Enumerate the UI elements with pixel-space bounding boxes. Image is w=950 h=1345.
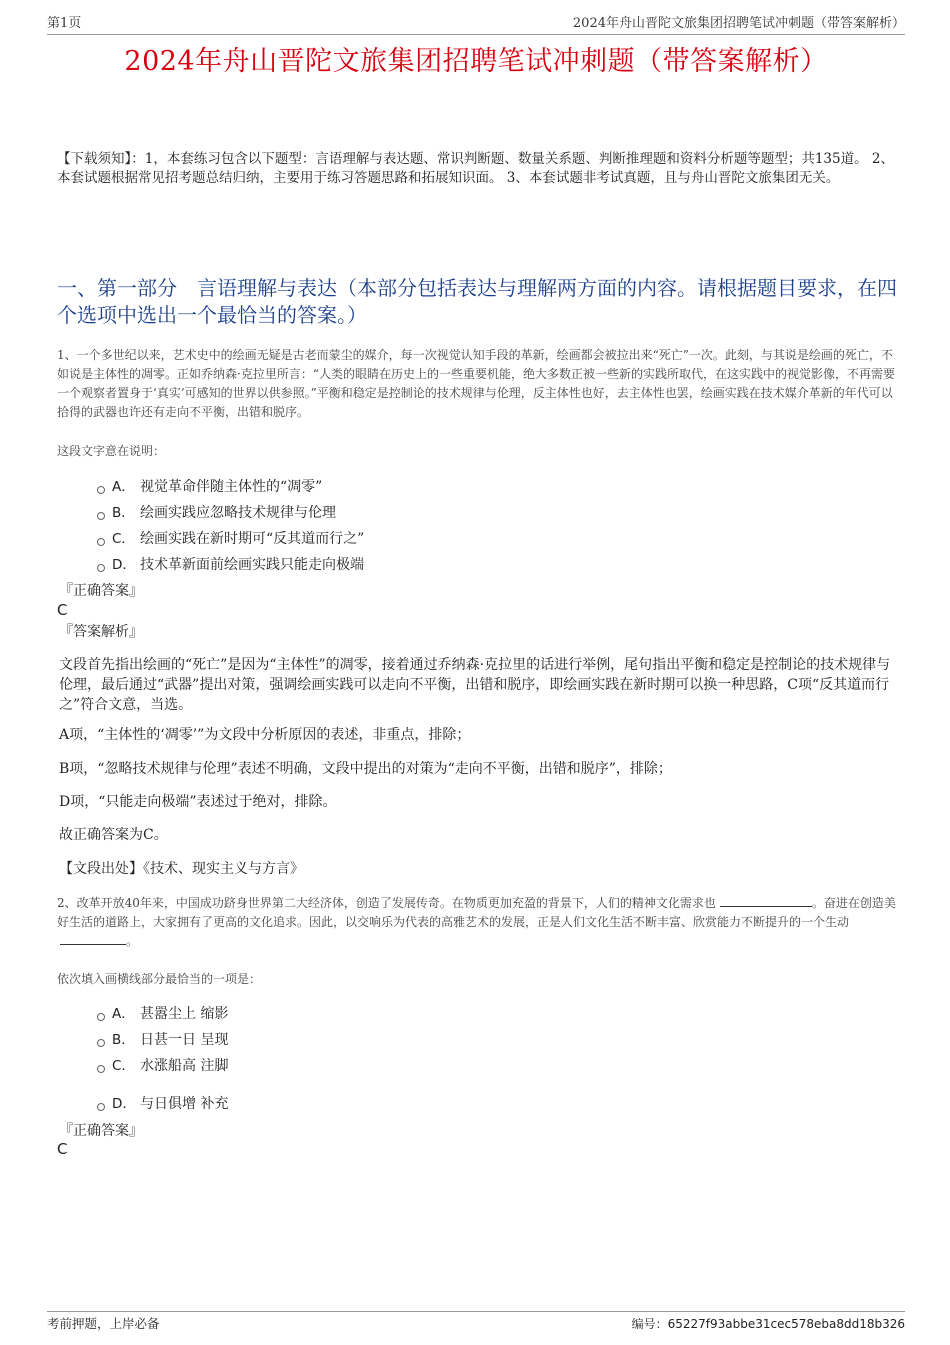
q1-analysis-d: D项，“只能走向极端”表述过于绝对，排除。 — [59, 794, 337, 810]
option-text: 技术革新面前绘画实践只能走向极端 — [140, 557, 364, 573]
q1-source: 【文段出处】《技术、现实主义与方言》 — [59, 861, 304, 877]
q2-text-part-2: 。奋进在创造美好生活的道路上，大家拥有了更高的文化追求。因此，以交响乐为代表的高雅艺术的发展，正是人们文化生活不断丰富、欣赏能力不断提升的一个生动 — [57, 896, 896, 929]
q2-text-part-3: 。 — [126, 934, 139, 948]
q2-option-b[interactable] — [97, 1030, 228, 1050]
page-footer — [47, 1311, 905, 1334]
radio-icon[interactable] — [97, 1039, 105, 1047]
option-text: 绘画实践在新时期可“反其道而行之” — [140, 531, 365, 547]
q2-option-d[interactable] — [97, 1094, 228, 1114]
page-header — [47, 14, 905, 35]
option-letter: B． — [112, 505, 135, 521]
q2-answer: C — [57, 1140, 68, 1158]
option-letter: C． — [112, 1058, 135, 1074]
footer-serial: 编号：65227f93abbe31cec578eba8dd18b326 — [631, 1317, 905, 1331]
q1-option-c[interactable] — [97, 529, 364, 549]
option-text: 视觉革命伴随主体性的“凋零” — [140, 479, 323, 495]
radio-icon[interactable] — [97, 486, 105, 494]
q1-answer: C — [57, 601, 68, 619]
option-text: 绘画实践应忽略技术规律与伦理 — [140, 505, 336, 521]
option-letter: D． — [112, 1096, 136, 1112]
option-letter: D． — [112, 557, 136, 573]
header-doc-title: 2024年舟山晋陀文旅集团招聘笔试冲刺题（带答案解析） — [572, 16, 905, 31]
option-text: 甚嚣尘上 缩影 — [140, 1006, 229, 1022]
section-heading: 一、第一部分 言语理解与表达（本部分包括表达与理解两方面的内容。请根据题目要求，在四个选项中选出一个最恰当的答案。） — [57, 276, 897, 327]
q2-text-part-1: 2、改革开放40年来，中国成功跻身世界第二大经济体，创造了发展传奇。在物质更加充盈的背景下，人们的精神文化需求也 — [57, 896, 716, 910]
option-text: 日甚一日 呈现 — [140, 1032, 229, 1048]
fill-blank-1 — [720, 894, 812, 907]
q1-analysis-a: A项，“主体性的‘凋零’”为文段中分析原因的表述，非重点，排除； — [59, 727, 471, 743]
q1-analysis-b: B项，“忽略技术规律与伦理”表述不明确，文段中提出的对策为“走向不平衡，出错和脱序”，排除； — [59, 761, 672, 777]
q2-option-c[interactable] — [97, 1056, 228, 1076]
question-2-prompt: 依次填入画横线部分最恰当的一项是： — [57, 972, 262, 986]
q1-analysis-main: 文段首先指出绘画的“死亡”是因为“主体性”的凋零，接着通过乔纳森·克拉里的话进行举例，尾句指出平衡和稳定是控制论的技术规律与伦理，最后通过“武器”提出对策，强调绘画实践可以走向不平衡，出错和脱序，即绘画实践在新时期可以换一种思路，C项“反其道而行之”符合文意，当选。 — [59, 657, 891, 713]
q1-answer-label: 『正确答案』 — [59, 583, 143, 599]
q1-option-d[interactable] — [97, 555, 364, 575]
q1-option-b[interactable] — [97, 503, 336, 523]
page-number: 第1页 — [47, 16, 82, 31]
download-notice: 【下载须知】：1，本套练习包含以下题型：言语理解与表达题、常识判断题、数量关系题、判断推理题和资料分析题等题型；共135道。 2、本套试题根据常见招考题总结归纳，主要用于练习答题思路和拓展知识面。 3、本套试题非考试真题，且与舟山晋陀文旅集团无关。 — [57, 151, 894, 186]
q1-option-a[interactable] — [97, 477, 322, 497]
question-1-text: 1、一个多世纪以来，艺术史中的绘画无疑是古老而蒙尘的媒介，每一次视觉认知手段的革新，绘画都会被拉出来“死亡”一次。此刻，与其说是绘画的死亡，不如说是主体性的凋零。正如乔纳森·克拉里所言：“人类的眼睛在历史上的一些重要机能，绝大多数正被一些新的实践所取代，在这实践中的视觉影像，不再需要一个观察者置身于‘真实’可感知的世界以供参照。”平衡和稳定是控制论的技术规律与伦理，反主体性也好，去主体性也罢，绘画实践在技术媒介革新的年代可以拾得的武器也许还有走向不平衡，出错和脱序。 — [57, 348, 895, 419]
radio-icon[interactable] — [97, 538, 105, 546]
option-text: 水涨船高 注脚 — [140, 1058, 229, 1074]
question-2-text — [57, 894, 897, 951]
radio-icon[interactable] — [97, 564, 105, 572]
q2-option-a[interactable] — [97, 1004, 228, 1024]
footer-slogan: 考前押题，上岸必备 — [47, 1316, 160, 1331]
radio-icon[interactable] — [97, 1103, 105, 1111]
radio-icon[interactable] — [97, 1065, 105, 1073]
option-text: 与日俱增 补充 — [140, 1096, 229, 1112]
question-1-prompt: 这段文字意在说明： — [57, 444, 166, 458]
q2-answer-label: 『正确答案』 — [59, 1123, 143, 1139]
option-letter: A． — [112, 479, 135, 495]
fill-blank-2 — [60, 932, 126, 945]
q1-conclusion: 故正确答案为C。 — [59, 827, 168, 843]
radio-icon[interactable] — [97, 1013, 105, 1021]
q1-analysis-label: 『答案解析』 — [59, 624, 143, 640]
option-letter: C． — [112, 531, 135, 547]
radio-icon[interactable] — [97, 512, 105, 520]
document-title: 2024年舟山晋陀文旅集团招聘笔试冲刺题（带答案解析） — [124, 46, 828, 77]
option-letter: B． — [112, 1032, 135, 1048]
option-letter: A． — [112, 1006, 135, 1022]
